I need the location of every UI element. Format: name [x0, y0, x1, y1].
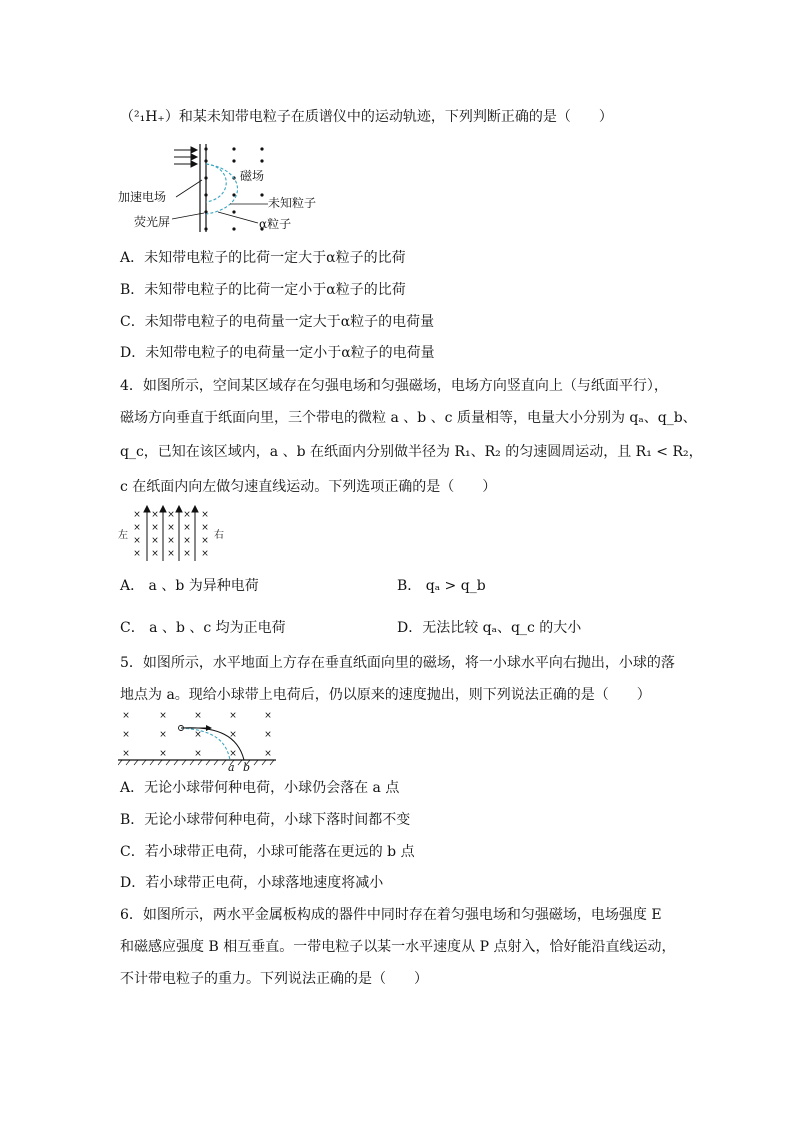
mass-spectrometer-figure — [118, 140, 338, 235]
svg-text:×: × — [133, 523, 141, 533]
svg-text:×: × — [133, 536, 141, 546]
svg-text:×: × — [194, 749, 202, 759]
svg-text:×: × — [159, 711, 167, 721]
q5-option-a: A．无论小球带何种电荷，小球仍会落在 a 点 — [120, 780, 400, 796]
q3-option-b: B．未知带电粒子的比荷一定小于α粒子的比荷 — [120, 282, 406, 298]
q3-option-c: C．未知带电粒子的电荷量一定大于α粒子的电荷量 — [120, 314, 435, 330]
svg-text:×: × — [151, 523, 159, 533]
svg-text:×: × — [201, 510, 209, 520]
label-point-b: b — [243, 761, 251, 772]
label-right: 右 — [214, 530, 224, 541]
svg-text:×: × — [183, 536, 191, 546]
svg-text:×: × — [201, 549, 209, 559]
svg-text:×: × — [167, 536, 175, 546]
label-alpha-particle: α粒子 — [259, 217, 292, 231]
q5-line-1: 5．如图所示，水平地面上方存在垂直纸面向里的磁场，将一小球水平向右抛出，小球的落 — [120, 655, 675, 671]
svg-text:×: × — [159, 730, 167, 740]
q5-line-2: 地点为 a。现给小球带上电荷后，仍以原来的速度抛出，则下列说法正确的是（ ） — [120, 687, 651, 703]
q4-option-d: D．无法比较 qₐ、q_c 的大小 — [397, 620, 582, 636]
q5-option-d: D．若小球带正电荷，小球落地速度将减小 — [120, 875, 384, 891]
label-point-a: a — [228, 761, 235, 772]
svg-text:×: × — [194, 711, 202, 721]
svg-text:×: × — [201, 523, 209, 533]
q4-option-c: C． a 、b 、c 均为正电荷 — [120, 620, 286, 636]
svg-text:×: × — [151, 536, 159, 546]
q3-option-a: A．未知带电粒子的比荷一定大于α粒子的比荷 — [120, 250, 406, 266]
svg-text:×: × — [264, 711, 272, 721]
svg-text:×: × — [151, 549, 159, 559]
svg-text:×: × — [183, 523, 191, 533]
svg-text:×: × — [159, 749, 167, 759]
svg-text:×: × — [122, 749, 130, 759]
q3-stem: （²₁H₊）和某未知带电粒子在质谱仪中的运动轨迹，下列判断正确的是（ ） — [120, 109, 613, 125]
svg-text:×: × — [183, 510, 191, 520]
svg-text:×: × — [264, 730, 272, 740]
q5-option-b: B．无论小球带何种电荷，小球下落时间都不变 — [120, 812, 411, 828]
q6-line-3: 不计带电粒子的重力。下列说法正确的是（ ） — [120, 971, 428, 987]
projectile-magnetic-figure — [118, 706, 278, 772]
svg-text:×: × — [151, 510, 159, 520]
label-accelerating-field: 加速电场 — [118, 190, 167, 204]
svg-text:×: × — [264, 749, 272, 759]
svg-text:×: × — [194, 730, 202, 740]
svg-text:×: × — [167, 510, 175, 520]
q4-line-2: 磁场方向垂直于纸面向里，三个带电的微粒 a 、b 、c 质量相等，电量大小分别为 qₐ、q_b、 — [120, 410, 697, 426]
q4-line-4: c 在纸面内向左做匀速直线运动。下列选项正确的是（ ） — [120, 479, 497, 495]
svg-text:×: × — [201, 536, 209, 546]
svg-text:×: × — [133, 549, 141, 559]
electromagnetic-field-figure — [118, 505, 228, 563]
q4-option-b: B． qₐ > q_b — [397, 578, 486, 594]
svg-text:×: × — [229, 711, 237, 721]
svg-text:×: × — [183, 549, 191, 559]
svg-text:×: × — [229, 730, 237, 740]
label-magnetic-field: 磁场 — [240, 169, 265, 183]
q5-option-c: C．若小球带正电荷，小球可能落在更远的 b 点 — [120, 844, 415, 860]
q6-line-1: 6．如图所示，两水平金属板构成的器件中同时存在着匀强电场和匀强磁场，电场强度 E — [120, 907, 662, 923]
q4-line-3: q_c，已知在该区域内，a 、b 在纸面内分别做半径为 R₁、R₂ 的匀速圆周运动，且 R₁ < R₂， — [120, 444, 703, 460]
svg-text:×: × — [122, 730, 130, 740]
svg-text:×: × — [167, 523, 175, 533]
svg-text:×: × — [167, 549, 175, 559]
q6-line-2: 和磁感应强度 B 相互垂直。一带电粒子以某一水平速度从 P 点射入，恰好能沿直线运动， — [120, 939, 676, 955]
q4-line-1: 4．如图所示，空间某区域存在匀强电场和匀强磁场，电场方向竖直向上（与纸面平行）， — [120, 378, 668, 394]
svg-text:×: × — [122, 711, 130, 721]
label-left: 左 — [118, 530, 128, 541]
svg-text:×: × — [133, 510, 141, 520]
label-fluorescent-screen: 荧光屏 — [134, 215, 171, 229]
q4-option-a: A． a 、b 为异种电荷 — [120, 578, 259, 594]
q3-option-d: D．未知带电粒子的电荷量一定小于α粒子的电荷量 — [120, 345, 435, 361]
svg-text:×: × — [229, 749, 237, 759]
label-unknown-particle: 未知粒子 — [268, 196, 317, 210]
